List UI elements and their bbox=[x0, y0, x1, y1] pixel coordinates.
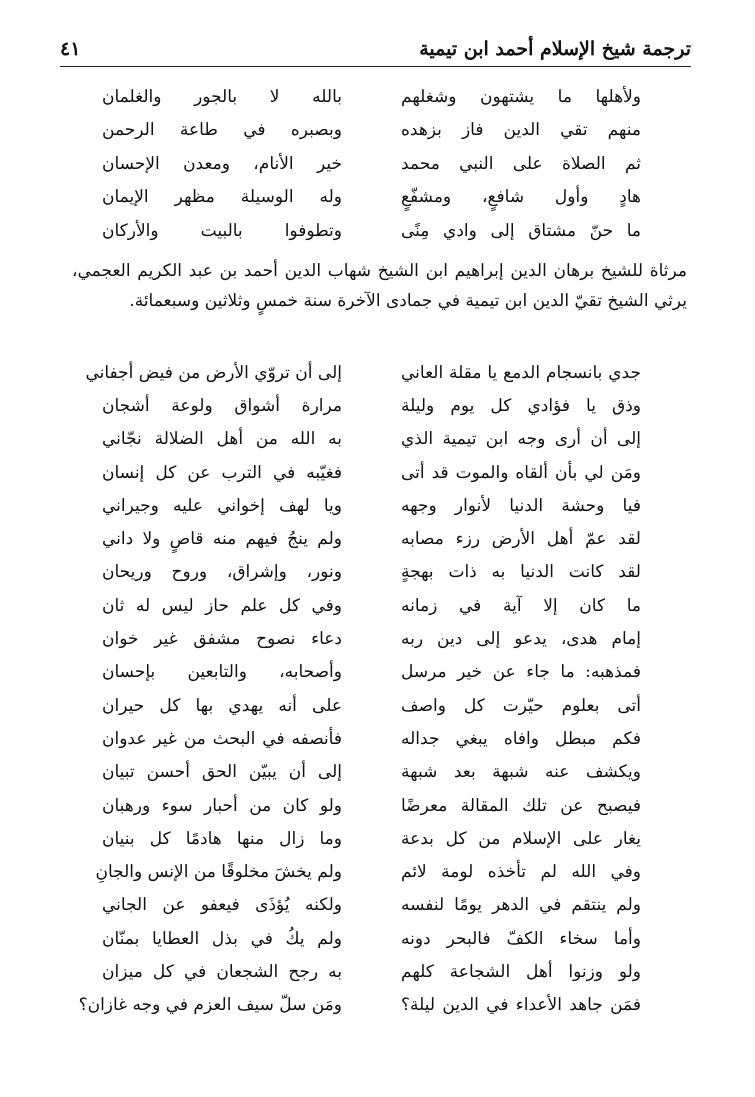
verse-first-hemistich: إلى أن أرى وجه ابن تيمية الذي bbox=[401, 429, 641, 450]
poem-elegy bbox=[78, 356, 641, 1022]
verse-second-hemistich: وله الوسيلة مظهر الإيمان bbox=[102, 187, 342, 208]
verse-second-hemistich: ومَن سلّ سيف العزم في وجه غازان؟ bbox=[78, 995, 342, 1016]
page-number: ٤١ bbox=[60, 38, 81, 60]
verse-first-hemistich: فكم مبطل وافاه يبغي جداله bbox=[401, 728, 641, 749]
verse-second-hemistich: ولكنه يُؤذَى فيعفو عن الجاني bbox=[102, 895, 342, 916]
verse-second-hemistich: ولم ينجُ فيهم منه قاصٍ ولا داني bbox=[102, 529, 342, 550]
verse-line bbox=[78, 989, 641, 1022]
verse-first-hemistich: ومَن لي بأن ألقاه والموت قد أتى bbox=[401, 462, 641, 483]
verse-first-hemistich: ولو وزنوا أهل الشجاعة كلهم bbox=[401, 961, 641, 982]
verse-second-hemistich: به رجح الشجعان في كل ميزان bbox=[102, 961, 342, 982]
verse-line bbox=[102, 922, 641, 955]
verse-line bbox=[102, 722, 641, 755]
verse-second-hemistich: ونور، وإشراق، وروح وريحان bbox=[102, 562, 342, 583]
verse-line bbox=[102, 423, 641, 456]
verse-second-hemistich: دعاء نصوح مشفق غير خوان bbox=[102, 629, 342, 650]
verse-second-hemistich: مرارة أشواق ولوعة أشجان bbox=[102, 395, 342, 416]
verse-second-hemistich: ولم يخشَ مخلوقًا من الإنس والجانِ bbox=[95, 862, 342, 883]
verse-first-hemistich: فيا وحشة الدنيا لأنوار وجهه bbox=[401, 495, 641, 516]
verse-second-hemistich: فغيّبه في الترب عن كل إنسان bbox=[102, 462, 342, 483]
verse-first-hemistich: لقد كانت الدنيا به ذات بهجةٍ bbox=[401, 562, 641, 583]
verse-second-hemistich: على أنه يهدي بها كل حيران bbox=[102, 695, 342, 716]
verse-line bbox=[102, 489, 641, 522]
verse-first-hemistich: يغار على الإسلام من كل بدعة bbox=[401, 828, 641, 849]
verse-line bbox=[102, 114, 641, 148]
verse-second-hemistich: بالله لا بالجور والغلمان bbox=[102, 86, 342, 107]
verse-line bbox=[85, 356, 641, 389]
verse-first-hemistich: جدي بانسجام الدمع يا مقلة العاني bbox=[401, 362, 641, 383]
verse-first-hemistich: أتى بعلوم حيّرت كل واصف bbox=[401, 695, 641, 716]
verse-second-hemistich: ولو كان من أحبار سوء ورهبان bbox=[102, 795, 342, 816]
verse-line bbox=[102, 214, 641, 248]
verse-first-hemistich: ولأهلها ما يشتهون وشغلهم bbox=[401, 86, 641, 107]
verse-first-hemistich: ما حنّ مشتاق إلى وادي مِنًى bbox=[401, 220, 641, 241]
verse-line bbox=[102, 556, 641, 589]
elegy-introduction: مرثاة للشيخ برهان الدين إبراهيم ابن الشيخ شهاب الدين أحمد بن عبد الكريم العجمي، يرثي الشيخ تقيّ الدين ابن تيمية في جمادى الآخرة سنة خمسٍ وثلاثين وسبعمائة. bbox=[72, 261, 687, 311]
verse-second-hemistich: ولم يكُ في بذل العطايا بمنّان bbox=[102, 928, 342, 949]
verse-second-hemistich: وتطوفوا بالبيت والأركان bbox=[102, 220, 342, 241]
verse-second-hemistich: وما زال منها هادمًا كل بنيان bbox=[102, 828, 342, 849]
running-header bbox=[60, 32, 691, 67]
verse-first-hemistich: فمَن جاهد الأعداء في الدين ليلة؟ bbox=[401, 995, 641, 1016]
verse-second-hemistich: ويا لهف إخواني عليه وجيراني bbox=[102, 495, 342, 516]
verse-first-hemistich: وأما سخاء الكفّ فالبحر دونه bbox=[401, 928, 641, 949]
verse-line bbox=[102, 589, 641, 622]
running-title: ترجمة شيخ الإسلام أحمد ابن تيمية bbox=[419, 38, 691, 60]
verse-first-hemistich: ما كان إلا آية في زمانه bbox=[401, 595, 641, 616]
verse-second-hemistich: وفي كل علم حاز ليس له ثان bbox=[102, 595, 342, 616]
verse-line bbox=[102, 389, 641, 422]
verse-line bbox=[102, 80, 641, 114]
verse-first-hemistich: إمام هدى، يدعو إلى دين ربه bbox=[401, 629, 641, 650]
verse-first-hemistich: هادٍ وأول شافعٍ، ومشفّعٍ bbox=[401, 187, 641, 208]
verse-first-hemistich: فيصبح عن تلك المقالة معرضًا bbox=[401, 795, 641, 816]
verse-second-hemistich: وبصبره في طاعة الرحمن bbox=[102, 120, 342, 141]
verse-line bbox=[102, 789, 641, 822]
verse-line bbox=[102, 756, 641, 789]
verse-first-hemistich: ولم ينتقم في الدهر يومًا لنفسه bbox=[401, 895, 641, 916]
verse-line bbox=[102, 656, 641, 689]
verse-line bbox=[102, 147, 641, 181]
verse-line bbox=[102, 456, 641, 489]
verse-first-hemistich: فمذهبه: ما جاء عن خير مرسل bbox=[401, 662, 641, 683]
verse-first-hemistich: ويكشف عنه شبهة بعد شبهة bbox=[401, 762, 641, 783]
verse-line bbox=[102, 889, 641, 922]
verse-line bbox=[102, 689, 641, 722]
verse-first-hemistich: منهم تقي الدين فاز بزهده bbox=[401, 120, 641, 141]
verse-first-hemistich: ثم الصلاة على النبي محمد bbox=[401, 153, 641, 174]
verse-line bbox=[102, 622, 641, 655]
verse-second-hemistich: فأنصفه في البحث من غير عدوان bbox=[102, 728, 342, 749]
verse-first-hemistich: وذق يا فؤادي كل يوم وليلة bbox=[401, 395, 641, 416]
verse-line bbox=[102, 181, 641, 215]
verse-second-hemistich: به الله من أهل الضلالة نجّاني bbox=[102, 429, 342, 450]
verse-first-hemistich: وفي الله لم تأخذه لومة لائم bbox=[401, 862, 641, 883]
verse-line bbox=[102, 955, 641, 988]
verse-line bbox=[102, 822, 641, 855]
verse-second-hemistich: إلى أن يبيّن الحق أحسن تبيان bbox=[102, 762, 342, 783]
verse-second-hemistich: خير الأنام، ومعدن الإحسان bbox=[102, 153, 342, 174]
verse-line bbox=[95, 855, 641, 888]
verse-line bbox=[102, 522, 641, 555]
poem-praise bbox=[102, 80, 641, 248]
verse-second-hemistich: وأصحابه، والتابعين بإحسان bbox=[102, 662, 342, 683]
verse-second-hemistich: إلى أن تروّي الأرض من فيض أجفاني bbox=[85, 362, 342, 383]
verse-first-hemistich: لقد عمّ أهل الأرض رزء مصابه bbox=[401, 529, 641, 550]
